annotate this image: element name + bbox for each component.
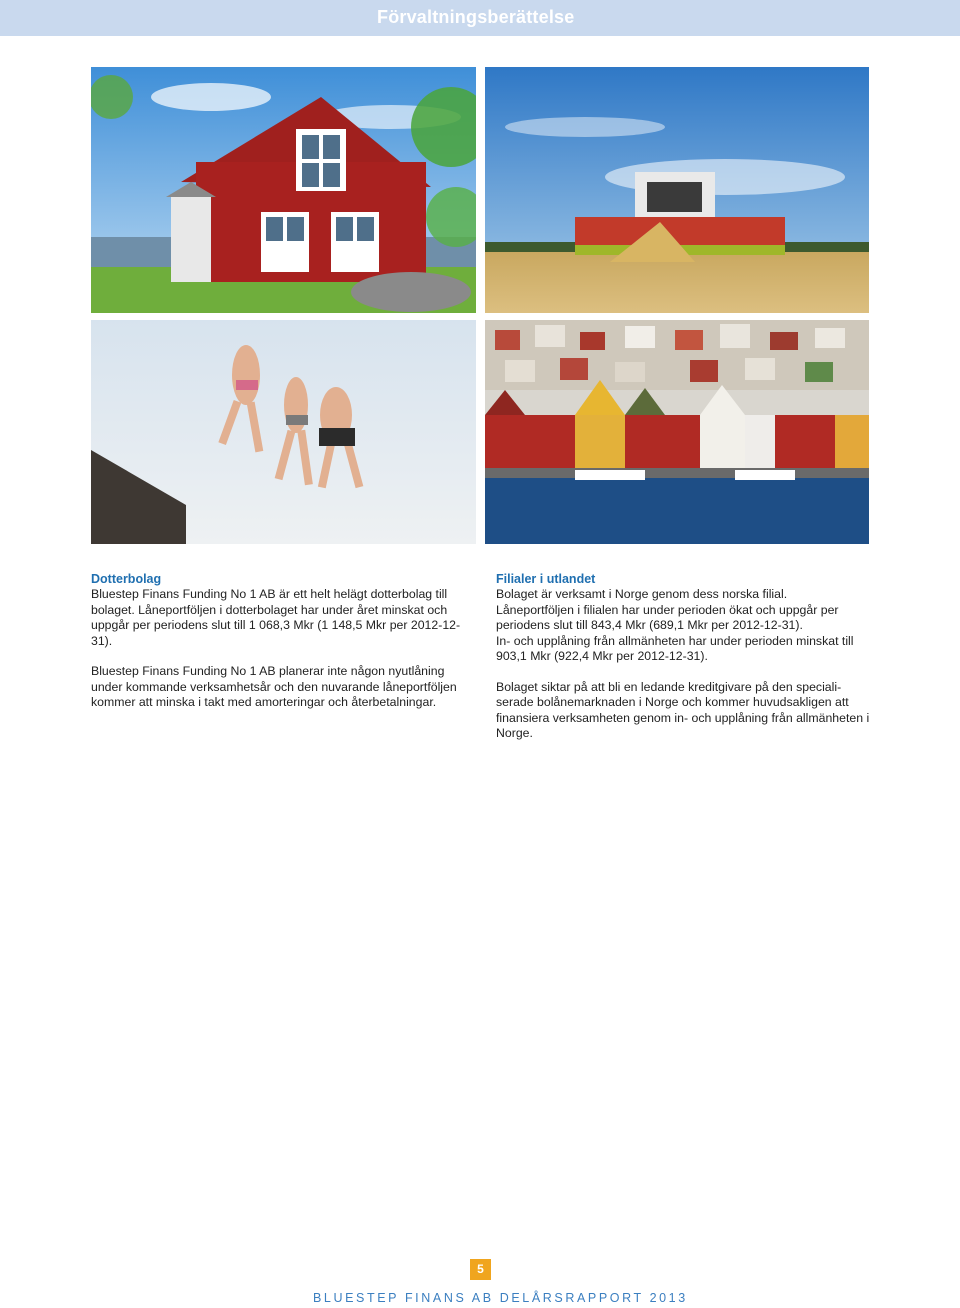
- page-title: Förvaltningsberättelse: [377, 7, 575, 27]
- section-subsidiary: [91, 571, 471, 711]
- paragraph-subsidiary-1: Bluestep Finans Funding No 1 AB är ett helt helägt dotterbolag till bolaget. Låneportföljen i dotterbolaget har under året minskat och uppgår per periodens slut till 1 068,3 Mkr (1 148,5 Mkr per 2012-12-31).: [91, 587, 461, 648]
- paragraph-subsidiary-2: Bluestep Finans Funding No 1 AB planerar inte någon nyutlåning under kommande verksamhetsår och den nuvarande låneportföljen kommer att minska i takt med amorteringar och återbetalningar.: [91, 664, 457, 709]
- photo-red-house: [91, 67, 476, 313]
- paragraph-branches-4: Bolaget siktar på att bli en ledande kreditgivare på den speciali-serade bolånemarknaden i Norge och kommer huvudsakligen att finansiera verksamheten genom in- och upplåning från allmänheten i Norge.: [496, 679, 870, 740]
- paragraph-branches-1: Bolaget är verksamt i Norge genom dess norska filial.: [496, 587, 788, 601]
- heading-subsidiary: Dotterbolag: [91, 572, 162, 586]
- paragraph-branches-2: Låneportföljen i filialen har under perioden ökat och uppgår per periodens slut till 843,4 Mkr (689,1 Mkr per 2012-12-31).: [496, 602, 839, 632]
- photo-jumping-kids: [91, 320, 476, 544]
- footer-report-title: BLUESTEP FINANS AB DELÅRSRAPPORT 2013: [313, 1291, 688, 1305]
- photo-harbor-town: [485, 320, 869, 544]
- photo-harvester: [485, 67, 869, 313]
- section-branches: [496, 571, 876, 742]
- heading-branches: Filialer i utlandet: [496, 572, 596, 586]
- page-number-badge: 5: [470, 1259, 491, 1280]
- paragraph-branches-3: In- och upplåning från allmänheten har under perioden minskat till 903,1 Mkr (922,4 Mkr per 2012-12-31).: [496, 633, 854, 663]
